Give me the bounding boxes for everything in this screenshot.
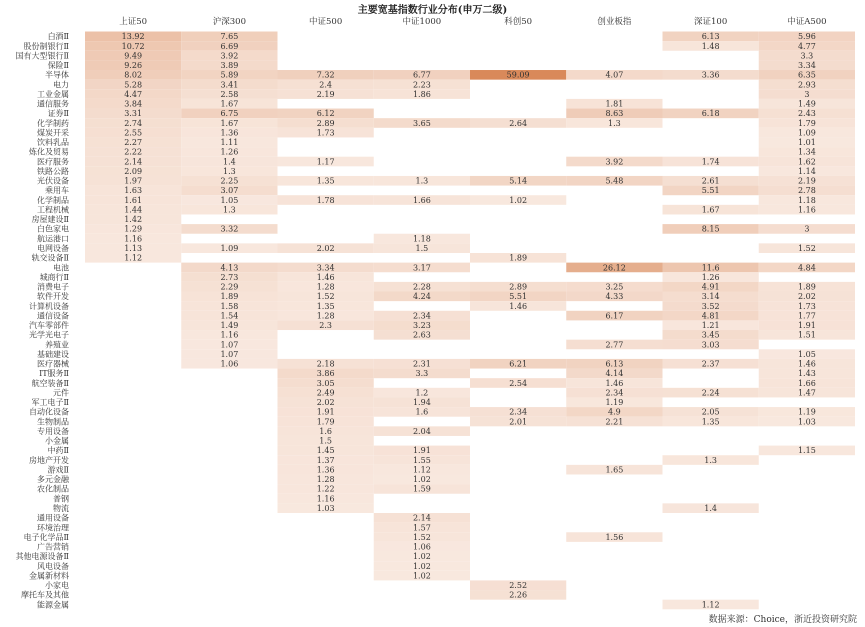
cell-value: 1.67 [701,205,720,215]
row-label: 汽车零部件 [29,321,69,331]
cell-value: 3.45 [701,330,720,340]
cell-value: 4.07 [605,70,624,80]
cell-value: 3 [804,89,810,99]
cell-value: 2.78 [797,186,816,196]
cell-value: 1.02 [412,561,431,571]
cell-value: 1.02 [412,552,431,562]
cell-value: 9.49 [124,51,143,61]
row-label: 军工电子Ⅱ [31,398,69,408]
chart-title: 主要宽基指数行业分布(申万二级) [357,5,508,16]
cell-value: 1.09 [797,128,816,138]
cell-value: 6.75 [220,109,239,119]
cell-value: 1.19 [797,407,816,417]
cell-value: 1.49 [797,99,816,109]
cell-value: 1.12 [701,600,720,610]
cell-value: 1.06 [412,542,431,552]
cell-value: 4.24 [412,292,431,302]
cell-value: 5.89 [220,70,239,80]
cell-value: 1.77 [797,311,816,321]
cell-value: 2.43 [797,109,816,119]
cell-value: 1.3 [704,455,717,465]
cell-value: 1.89 [797,282,816,292]
cell-value: 1.78 [316,195,335,205]
cell-value: 4.9 [608,407,621,417]
cell-value: 1.16 [797,205,816,215]
row-label: 自动化设备 [29,407,69,417]
cell-value: 1.17 [316,157,335,167]
cell-value: 2.27 [124,138,143,148]
cell-value: 2.93 [797,80,816,90]
cell-value: 1.16 [124,234,143,244]
cell-value: 2.05 [701,407,720,417]
row-label: 股份制银行Ⅱ [23,41,69,51]
cell-value: 2.61 [701,176,720,186]
cell-value: 3.34 [797,61,816,71]
cell-value: 1.56 [605,532,624,542]
row-label: 养殖业 [45,340,69,350]
cell-value: 1.46 [509,301,528,311]
cell-value: 6.12 [316,109,335,119]
cell-value: 1.42 [124,215,143,225]
cell-value: 3.86 [316,369,335,379]
row-label: 广告营销 [37,542,69,552]
cell-value: 1.52 [412,532,431,542]
cell-value: 1.07 [220,340,239,350]
cell-value: 1.16 [220,330,239,340]
cell-value: 1.11 [220,138,239,148]
cell-value: 1.94 [412,398,431,408]
cell-value: 1.91 [316,407,335,417]
row-label: 能源金属 [37,600,69,610]
cell-value: 3.31 [124,109,143,119]
cell-value: 1.3 [608,118,621,128]
cell-value: 2.64 [509,118,528,128]
cell-value: 3.36 [701,70,720,80]
cell-value: 1.36 [316,465,335,475]
row-label: 普钢 [53,494,69,504]
cell-value: 4.47 [124,89,143,99]
row-label: 航运港口 [37,234,69,244]
cell-value: 1.52 [316,292,335,302]
cell-value: 5.14 [509,176,528,186]
row-label: 小家电 [45,581,69,591]
cell-value: 1.36 [220,128,239,138]
cell-value: 2.19 [316,89,335,99]
row-label: 白酒Ⅱ [47,32,69,42]
cell-value: 7.32 [316,70,335,80]
cell-value: 1.6 [319,426,332,436]
row-label: 证券Ⅱ [47,109,69,119]
cell-value: 1.91 [797,321,816,331]
cell-value: 1.16 [316,494,335,504]
cell-value: 1.48 [701,41,720,51]
cell-value: 2.21 [605,417,624,427]
cell-value: 2.31 [412,359,431,369]
row-label: 化学制药 [37,118,69,128]
row-label: 保险Ⅱ [47,61,69,71]
cell-value: 1.02 [412,475,431,485]
row-label: 多元金融 [37,475,69,485]
row-label: IT服务Ⅱ [39,369,69,379]
row-label: 中药Ⅱ [47,446,69,456]
cell-value: 1.47 [797,388,816,398]
cell-value: 4.14 [605,369,624,379]
cell-value: 1.05 [797,349,816,359]
cell-value: 1.89 [509,253,528,263]
cell-value: 2.09 [124,166,143,176]
cell-value: 59.09 [506,70,530,80]
row-label: 风电设备 [37,561,69,571]
cell-value: 1.12 [412,465,431,475]
row-label: 饮料乳品 [37,138,69,148]
row-label: 工业金属 [37,89,69,99]
cell-value: 2.23 [412,80,431,90]
cell-value: 2.29 [220,282,239,292]
cell-value: 1.3 [415,176,429,186]
cell-value: 1.74 [701,157,720,167]
cell-value: 6.18 [701,109,720,119]
column-label: 沪深300 [212,17,246,27]
cell-value: 1.12 [124,253,143,263]
row-label: 光伏设备 [37,176,69,186]
cell-value: 2.34 [509,407,528,417]
row-label: 城商行Ⅱ [39,272,69,282]
row-label: 工程机械 [37,205,69,215]
row-label: 专用设备 [37,426,69,436]
cell-value: 1.03 [316,504,335,513]
cell-value: 3.92 [605,157,624,167]
row-label: 元件 [53,388,69,398]
cell-value: 1.35 [701,417,720,427]
cell-value: 6.21 [509,359,528,369]
cell-value: 8.02 [124,70,143,80]
cell-value: 2.19 [797,176,816,186]
cell-value: 2.37 [701,359,720,369]
cell-value: 1.37 [316,455,335,465]
cell-value: 9.26 [124,61,143,71]
cell-value: 1.5 [319,436,332,446]
cell-value: 1.79 [797,118,816,128]
row-label: 房地产开发 [29,455,69,465]
cell-value: 1.05 [220,195,239,205]
row-label: 计算机设备 [29,301,69,311]
row-label: 金属新材料 [29,571,69,581]
cell-value: 3.65 [412,118,431,128]
cell-value: 2.89 [316,118,335,128]
row-label: 轨交设备Ⅱ [31,253,69,263]
cell-value: 3.25 [605,282,624,292]
cell-value: 1.34 [797,147,816,157]
column-label: 中证1000 [402,17,442,27]
cell-value: 1.28 [316,282,335,292]
cell-value: 1.35 [316,301,335,311]
row-label: 煤炭开采 [37,128,69,138]
column-label: 中证500 [309,17,343,27]
row-label: 摩托车及其他 [21,590,69,600]
cell-value: 2.34 [605,388,624,398]
cell-value: 1.21 [701,321,720,331]
cell-value: 1.06 [220,359,239,369]
cell-value: 1.63 [124,186,143,196]
cell-value: 1.03 [797,417,816,427]
cell-value: 3.3 [800,51,814,61]
cell-value: 1.18 [412,234,431,244]
cell-value: 11.6 [701,263,720,273]
row-label: 电池 [53,263,69,273]
cell-value: 4.13 [220,263,239,273]
row-label: 游戏Ⅱ [47,465,69,475]
cell-value: 2.63 [412,330,431,340]
cell-value: 1.02 [509,195,528,205]
row-label: 国有大型银行Ⅱ [15,51,69,61]
cell-value: 4.77 [797,41,816,51]
cell-value: 2.3 [319,321,332,331]
cell-value: 1.13 [124,243,143,253]
cell-value: 5.48 [605,176,624,186]
cell-value: 1.46 [605,378,624,388]
cell-value: 1.97 [124,176,143,186]
row-label: 炼化及贸易 [29,147,69,157]
data-source-note: 数据来源：Choice，浙近投资研究院 [708,615,857,625]
cell-value: 3.23 [412,321,431,331]
row-label: 乘用车 [45,186,69,196]
cell-value: 2.28 [412,282,431,292]
cell-value: 1.62 [797,157,816,167]
cell-value: 8.15 [701,224,720,234]
cell-value: 2.02 [316,243,335,253]
row-label: 电子化学品Ⅱ [23,532,69,542]
cell-value: 1.14 [797,166,816,176]
row-label: 半导体 [45,70,69,80]
cell-value: 4.33 [605,292,624,302]
cell-value: 1.6 [415,407,429,417]
cell-value: 1.26 [220,147,239,157]
row-label: 白色家电 [37,224,69,234]
row-label: 生物制品 [37,417,69,427]
cell-value: 1.22 [316,484,335,494]
cell-value: 1.59 [412,484,431,494]
cell-value: 3.05 [316,378,335,388]
cell-value: 3 [804,224,810,234]
cell-value: 1.19 [605,398,624,408]
cell-value: 1.44 [124,205,143,215]
cell-value: 2.14 [412,513,431,523]
cell-value: 3.32 [220,224,239,234]
cell-value: 1.86 [412,89,431,99]
cell-value: 1.4 [704,504,717,513]
cell-value: 10.72 [121,41,145,51]
cell-value: 1.89 [220,292,239,302]
cell-value: 6.17 [605,311,624,321]
cell-value: 2.77 [605,340,624,350]
cell-value: 1.28 [316,311,335,321]
row-label: 医疗服务 [37,157,69,167]
cell-value: 6.77 [412,70,431,80]
cell-value: 8.63 [605,109,624,119]
row-label: 小金属 [45,436,69,446]
row-label: 电网设备 [37,243,69,253]
row-label: 化学制品 [37,195,69,205]
cell-value: 5.51 [509,292,528,302]
row-label: 农化制品 [37,484,69,494]
cell-value: 2.52 [509,581,528,591]
cell-value: 6.13 [701,32,720,42]
cell-value: 1.73 [316,128,335,138]
cell-value: 1.2 [415,388,429,398]
cell-value: 2.58 [220,89,239,99]
cell-value: 1.54 [220,311,239,321]
column-label: 中证A500 [787,17,827,27]
cell-value: 2.34 [412,311,431,321]
cell-value: 2.49 [316,388,335,398]
cell-value: 1.67 [220,99,239,109]
cell-value: 3.92 [220,51,239,61]
cell-value: 3.07 [220,186,239,196]
cell-value: 5.96 [797,32,816,42]
cell-value: 1.61 [124,195,143,205]
cell-value: 1.58 [220,301,239,311]
cell-value: 2.04 [412,426,431,436]
cell-value: 2.02 [797,292,816,302]
row-label: 航空装备Ⅱ [31,378,69,388]
cell-value: 1.35 [316,176,335,186]
cell-value: 1.65 [605,465,624,475]
cell-value: 3.34 [316,263,335,273]
row-label: 物流 [53,504,69,513]
cell-value: 1.18 [797,195,816,205]
row-label: 软件开发 [37,292,69,302]
row-label: 环境治理 [37,523,69,533]
cell-value: 1.55 [412,455,431,465]
column-label: 科创50 [504,17,533,27]
row-label: 电力 [53,80,69,90]
cell-value: 1.07 [220,349,239,359]
cell-value: 3.41 [220,80,239,90]
cell-value: 1.15 [797,446,816,456]
row-label: 铁路公路 [37,166,69,176]
cell-value: 1.91 [412,446,431,456]
cell-value: 2.54 [509,378,528,388]
cell-value: 1.01 [797,138,816,148]
cell-value: 2.22 [124,147,143,157]
row-label: 医疗器械 [37,359,69,369]
cell-value: 2.25 [220,176,239,186]
cell-value: 3.52 [701,301,720,311]
column-label: 上证50 [119,17,148,27]
row-label: 房屋建设Ⅱ [31,215,69,225]
row-label: 通信设备 [37,311,69,321]
cell-value: 1.81 [605,99,624,109]
cell-value: 1.52 [797,243,816,253]
cell-value: 3.84 [124,99,143,109]
cell-value: 6.69 [220,41,239,51]
cell-value: 5.28 [124,80,143,90]
cell-value: 1.3 [223,166,236,176]
heatmap-cells [85,32,855,610]
cell-value: 26.12 [602,263,626,273]
cell-value: 2.26 [509,590,528,600]
cell-value: 1.02 [412,571,431,581]
cell-value: 2.55 [124,128,143,138]
cell-value: 1.5 [415,243,429,253]
cell-value: 4.91 [701,282,720,292]
column-labels [119,16,826,27]
cell-value: 4.84 [797,263,816,273]
cell-value: 3.17 [412,263,431,273]
cell-value: 3.14 [701,292,720,302]
cell-value: 1.73 [797,301,816,311]
row-labels [16,31,70,609]
cell-value: 2.4 [319,80,332,90]
row-label: 光学光电子 [29,330,69,340]
cell-value: 1.43 [797,369,816,379]
cell-value: 2.73 [220,272,239,282]
cell-value: 13.92 [121,32,145,42]
cell-value: 6.35 [797,70,816,80]
cell-value: 1.57 [412,523,431,533]
cell-value: 1.79 [316,417,335,427]
column-label: 深证100 [694,17,728,27]
cell-value: 3.03 [701,340,720,350]
cell-value: 1.66 [412,195,431,205]
cell-value: 6.13 [605,359,624,369]
cell-value: 1.26 [701,272,720,282]
cell-value: 2.02 [316,398,335,408]
row-label: 基础建设 [37,349,69,359]
cell-value: 2.74 [124,118,143,128]
cell-value: 1.29 [124,224,143,234]
cell-value: 1.4 [223,157,236,167]
cell-value: 1.49 [220,321,239,331]
row-label: 其他电源设备Ⅱ [15,552,69,562]
cell-value: 3.3 [415,369,429,379]
cell-value: 1.09 [220,243,239,253]
cell-value: 1.67 [220,118,239,128]
row-label: 通信服务 [37,99,69,109]
cell-value: 2.18 [316,359,335,369]
cell-value: 1.3 [223,205,236,215]
cell-value: 1.46 [797,359,816,369]
cell-value: 7.65 [220,32,239,42]
row-label: 通用设备 [37,513,69,523]
cell-value: 1.66 [797,378,816,388]
cell-value: 2.24 [701,388,720,398]
cell-value: 4.81 [701,311,720,321]
cell-value: 3.89 [220,61,239,71]
column-label: 创业板指 [597,17,632,27]
cell-value: 2.01 [509,417,528,427]
cell-value: 1.46 [316,272,335,282]
cell-value: 1.51 [797,330,816,340]
cell-value: 5.51 [701,186,720,196]
cell-value: 2.14 [124,157,143,167]
cell-value: 2.89 [509,282,528,292]
cell-value: 1.28 [316,475,335,485]
cell-value: 1.45 [316,446,335,456]
row-label: 消费电子 [37,282,69,292]
